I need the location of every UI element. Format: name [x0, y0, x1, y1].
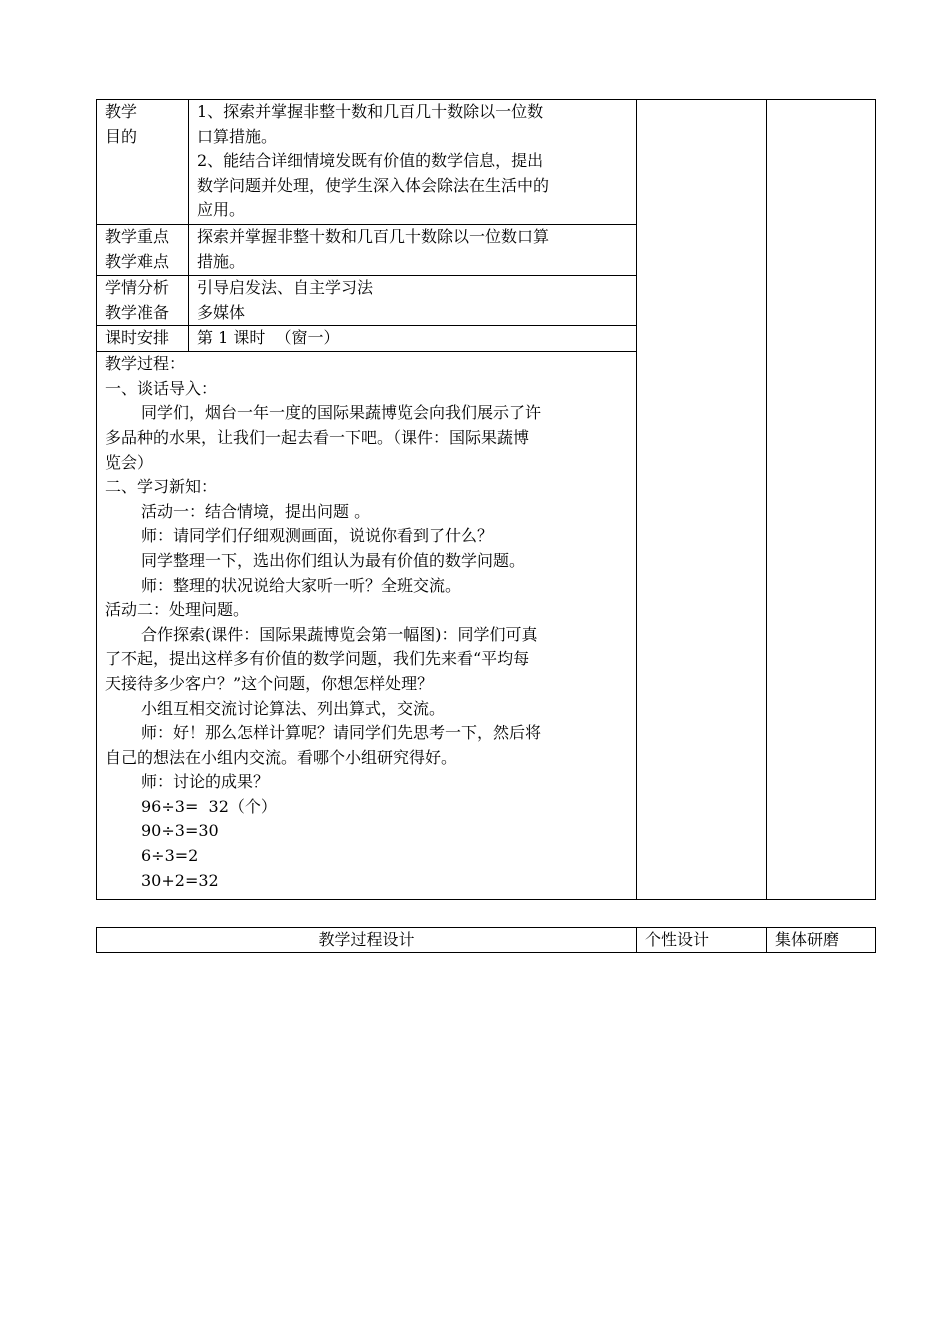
- process-line: 师：好！那么怎样计算呢？请同学们先思考一下，然后将: [141, 723, 542, 743]
- group-review-column: [767, 100, 876, 900]
- process-lines: [105, 352, 636, 893]
- key-label: 教学重点 教学难点: [97, 225, 189, 276]
- footer-personal-design: 个性设计: [637, 928, 767, 953]
- goal-label: 教学 目的: [97, 100, 189, 225]
- process-line: 天接待多少客户？”这个问题，你想怎样处理？: [105, 673, 434, 693]
- process-line: 活动一：结合情境，提出问题 。: [141, 501, 371, 521]
- process-line: 活动二：处理问题。: [105, 600, 250, 620]
- schedule-label: 课时安排: [97, 326, 189, 352]
- process-line: 教学过程：: [105, 354, 186, 374]
- process-line: 一、谈话导入：: [105, 378, 218, 398]
- process-line: 师：讨论的成果？: [141, 772, 270, 792]
- process-line: 览会）: [105, 452, 154, 472]
- process-line: 6÷3=2: [141, 846, 199, 866]
- process-line: 小组互相交流讨论算法、列出算式，交流。: [141, 698, 446, 718]
- process-line: 了不起，提出这样多有价值的数学问题，我们先来看“平均每: [105, 649, 530, 669]
- footer-group-review: 集体研磨: [767, 928, 876, 953]
- analysis-content: 引导启发法、自主学习法 多媒体: [189, 276, 637, 326]
- key-content: 探索并掌握非整十数和几百几十数除以一位数口算 措施。: [189, 225, 637, 276]
- process-line: 同学整理一下，选出你们组认为最有价值的数学问题。: [141, 550, 526, 570]
- analysis-label: 学情分析 教学准备: [97, 276, 189, 326]
- process-line: 多品种的水果，让我们一起去看一下吧。（课件：国际果蔬博: [105, 427, 530, 447]
- process-line: 二、学习新知：: [105, 477, 218, 497]
- goal-content: 1、探索并掌握非整十数和几百几十数除以一位数 口算措施。 2、能结合详细情境发既有价值的数学信息，提出 数学问题并处理，使学生深入体会除法在生活中的 应用。: [189, 100, 637, 225]
- personal-design-column: [637, 100, 767, 900]
- schedule-value: 第 1 课时 （窗一）: [189, 326, 637, 352]
- process-line: 90÷3=30: [141, 821, 219, 841]
- footer-process-design: 教学过程设计: [97, 928, 637, 953]
- footer-table: [96, 927, 876, 953]
- process-line: 30+2=32: [141, 870, 219, 890]
- process-line: 同学们，烟台一年一度的国际果蔬博览会向我们展示了许: [141, 403, 542, 423]
- process-line: 自己的想法在小组内交流。看哪个小组研究得好。: [105, 747, 458, 767]
- process-line: 合作探索(课件：国际果蔬博览会第一幅图)：同学们可真: [141, 624, 538, 644]
- lesson-plan-table: [96, 99, 876, 900]
- process-line: 师：请同学们仔细观测画面，说说你看到了什么？: [141, 526, 494, 546]
- process-line: 96÷3= 32（个）: [141, 796, 277, 816]
- process-line: 师：整理的状况说给大家听一听？全班交流。: [141, 575, 462, 595]
- process-content: [97, 352, 637, 900]
